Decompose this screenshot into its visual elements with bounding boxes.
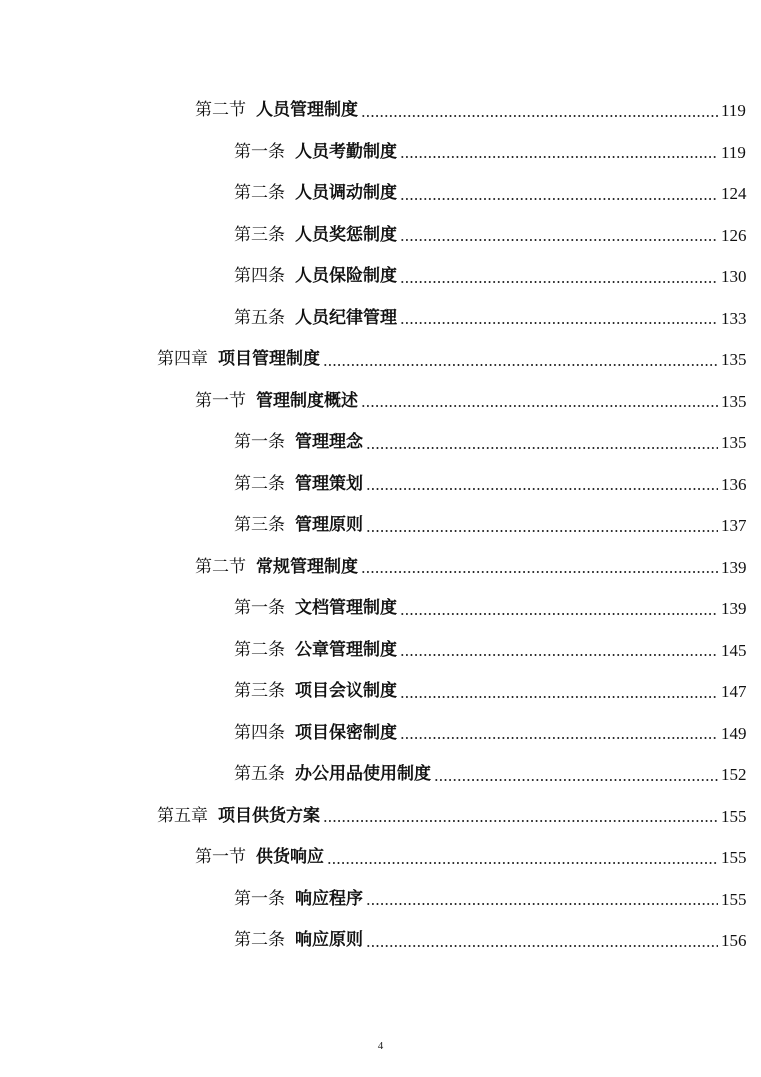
toc-entry-title: 人员管理制度	[256, 100, 358, 121]
toc-entry[interactable]	[0, 630, 761, 672]
toc-entry[interactable]	[0, 713, 761, 755]
toc-entry[interactable]	[0, 422, 761, 464]
toc-entry-number: 第三条	[234, 515, 285, 536]
dot-leader	[361, 405, 718, 407]
toc-entry-title: 管理原则	[295, 515, 363, 536]
toc-entry[interactable]	[0, 339, 761, 381]
toc-entry-number: 第一节	[195, 847, 246, 868]
toc-entry[interactable]	[0, 754, 761, 796]
toc-entry-number: 第一条	[234, 888, 285, 909]
dot-leader	[327, 862, 718, 864]
toc-entry[interactable]	[0, 796, 761, 838]
toc-entry-title: 常规管理制度	[256, 556, 358, 577]
toc-entry-number: 第三条	[234, 224, 285, 245]
toc-entry-page: 149	[721, 723, 747, 743]
toc-entry-title: 人员纪律管理	[295, 307, 397, 328]
dot-leader	[366, 488, 718, 490]
dot-leader	[434, 779, 718, 781]
toc-entry[interactable]	[0, 588, 761, 630]
toc-entry-page: 156	[721, 931, 747, 951]
dot-leader	[361, 571, 718, 573]
toc-entry[interactable]	[0, 920, 761, 962]
toc-entry[interactable]	[0, 879, 761, 921]
toc-entry-page: 136	[721, 474, 747, 494]
toc-entry-number: 第五条	[234, 307, 285, 328]
toc-entry-page: 155	[721, 889, 747, 909]
toc-entry[interactable]	[0, 215, 761, 257]
toc-entry-title: 项目保密制度	[295, 722, 397, 743]
toc-entry-number: 第二节	[195, 100, 246, 121]
toc-entry-page: 135	[721, 433, 747, 453]
toc-entry-number: 第二节	[195, 556, 246, 577]
toc-entry-number: 第三条	[234, 681, 285, 702]
toc-entry-number: 第一节	[195, 390, 246, 411]
toc-entry-number: 第二条	[234, 639, 285, 660]
toc-entry-page: 139	[721, 557, 747, 577]
page-number: 4	[377, 1040, 384, 1052]
toc-entry[interactable]	[0, 671, 761, 713]
toc-entry-page: 135	[721, 350, 747, 370]
toc-entry[interactable]	[0, 298, 761, 340]
dot-leader	[366, 903, 718, 905]
toc-entry[interactable]	[0, 132, 761, 174]
toc-entry-title: 文档管理制度	[295, 598, 397, 619]
toc-entry-title: 公章管理制度	[295, 639, 397, 660]
toc-entry-page: 135	[721, 391, 747, 411]
toc-entry-page: 133	[721, 308, 747, 328]
toc-entry-page: 145	[721, 640, 747, 660]
dot-leader	[361, 115, 718, 117]
toc-entry[interactable]	[0, 547, 761, 589]
toc-entry[interactable]	[0, 173, 761, 215]
toc-entry-title: 项目管理制度	[218, 349, 320, 370]
dot-leader	[400, 654, 718, 656]
table-of-contents	[0, 90, 761, 962]
toc-entry-number: 第四章	[157, 349, 208, 370]
toc-entry-title: 人员调动制度	[295, 183, 397, 204]
dot-leader	[366, 530, 718, 532]
toc-entry-page: 147	[721, 682, 747, 702]
toc-entry-page: 124	[721, 184, 747, 204]
toc-entry-title: 人员奖惩制度	[295, 224, 397, 245]
toc-entry[interactable]	[0, 464, 761, 506]
toc-entry[interactable]	[0, 837, 761, 879]
dot-leader	[400, 322, 718, 324]
toc-entry-title: 管理理念	[295, 432, 363, 453]
dot-leader	[323, 364, 718, 366]
dot-leader	[366, 945, 718, 947]
toc-entry-number: 第四条	[234, 722, 285, 743]
toc-entry-title: 人员考勤制度	[295, 141, 397, 162]
dot-leader	[400, 198, 718, 200]
dot-leader	[400, 613, 718, 615]
dot-leader	[323, 820, 718, 822]
dot-leader	[400, 239, 718, 241]
toc-entry-number: 第一条	[234, 432, 285, 453]
toc-entry-title: 项目会议制度	[295, 681, 397, 702]
toc-entry-page: 130	[721, 267, 747, 287]
toc-entry[interactable]	[0, 256, 761, 298]
toc-entry-page: 139	[721, 599, 747, 619]
toc-entry-number: 第四条	[234, 266, 285, 287]
toc-entry[interactable]	[0, 90, 761, 132]
toc-entry-title: 管理策划	[295, 473, 363, 494]
toc-entry-title: 管理制度概述	[256, 390, 358, 411]
toc-entry-page: 137	[721, 516, 747, 536]
toc-entry-page: 119	[721, 142, 746, 162]
toc-entry-page: 152	[721, 765, 747, 785]
toc-entry-page: 119	[721, 101, 746, 121]
toc-entry[interactable]	[0, 505, 761, 547]
dot-leader	[400, 156, 718, 158]
toc-entry-title: 办公用品使用制度	[295, 764, 431, 785]
toc-entry-number: 第五章	[157, 805, 208, 826]
toc-entry-title: 响应原则	[295, 930, 363, 951]
toc-entry-page: 126	[721, 225, 747, 245]
toc-entry[interactable]	[0, 381, 761, 423]
dot-leader	[400, 281, 718, 283]
dot-leader	[366, 447, 718, 449]
toc-entry-title: 供货响应	[256, 847, 324, 868]
toc-entry-number: 第五条	[234, 764, 285, 785]
toc-entry-title: 项目供货方案	[218, 805, 320, 826]
toc-entry-page: 155	[721, 848, 747, 868]
dot-leader	[400, 696, 718, 698]
dot-leader	[400, 737, 718, 739]
toc-entry-number: 第一条	[234, 598, 285, 619]
toc-entry-number: 第二条	[234, 930, 285, 951]
toc-entry-number: 第二条	[234, 473, 285, 494]
toc-entry-number: 第二条	[234, 183, 285, 204]
toc-entry-page: 155	[721, 806, 747, 826]
toc-entry-title: 人员保险制度	[295, 266, 397, 287]
toc-entry-number: 第一条	[234, 141, 285, 162]
toc-entry-title: 响应程序	[295, 888, 363, 909]
